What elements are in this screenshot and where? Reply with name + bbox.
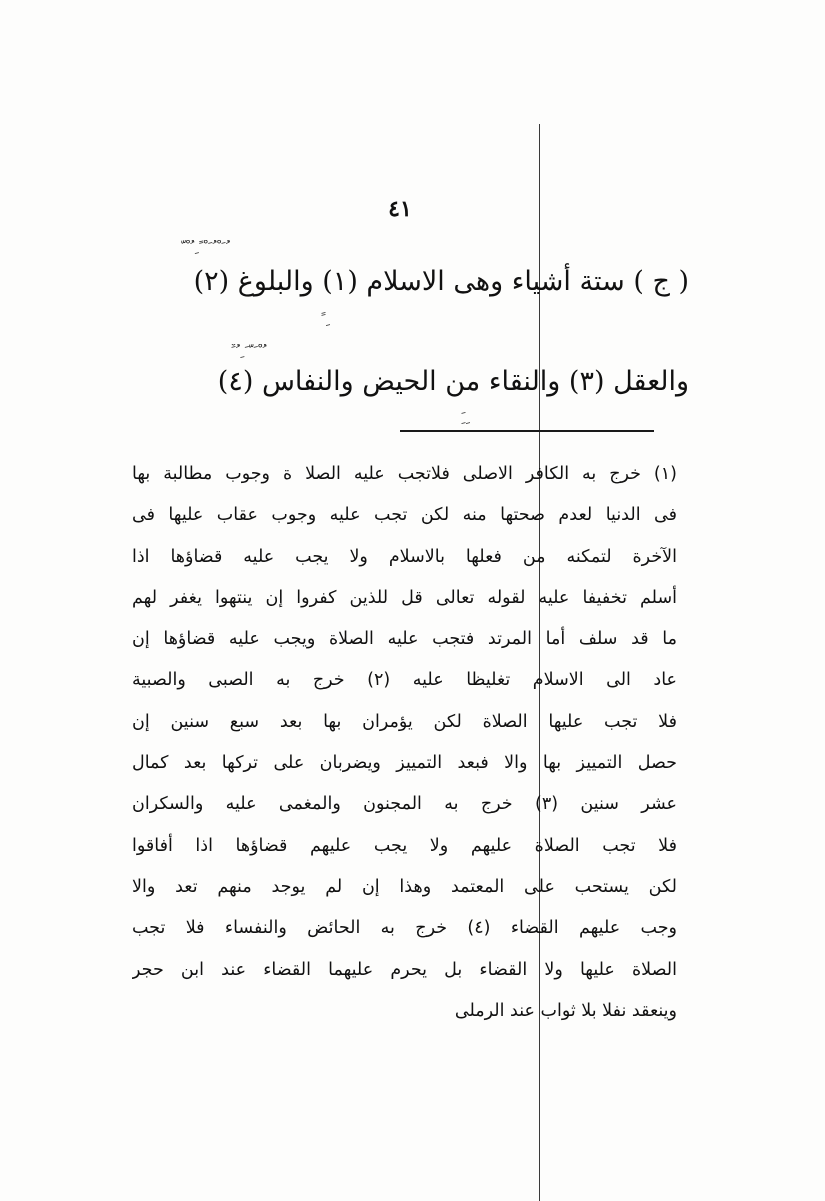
diacritics-row: ّ َ ْ ُ ِ ً ْ َ ُ ْ َ ُ xyxy=(180,240,229,254)
footnote-separator xyxy=(400,430,654,432)
footnote-line: (١) خرج به الكافر الاصلى فلاتجب عليه الصلا ة وجوب مطالبة بها xyxy=(132,464,677,484)
diacritics-row: ِ َ ِ xyxy=(460,410,469,424)
footnote-line: فلا تجب الصلاة عليهم ولا يجب عليهم قضاؤها اذا أفاقوا xyxy=(132,835,677,856)
footnote-line: فى الدنيا لعدم صحتها منه لكن تجب عليه وجوب عقاب عليها فى xyxy=(132,505,677,526)
diacritics-row: َ ْ ُ ِ َ ّ َ ْ ُ xyxy=(230,344,266,358)
footnote-line: أسلم تخفيفا عليه لقوله تعالى قل للذين كفروا إن ينتهوا يغفر لهم xyxy=(132,587,677,608)
footnote-line: عاد الى الاسلام تغليظا عليه (٢) خرج به الصبى والصبية xyxy=(132,670,677,691)
footnote-line: لكن يستحب على المعتمد وهذا إن لم يوجد منهم تعد والا xyxy=(132,876,677,897)
footnote-line: الآخرة لتمكنه من فعلها بالاسلام ولا يجب عليه قضاؤها اذا xyxy=(132,546,677,567)
footnote-line: حصل التمييز بها والا فبعد التمييز ويضربان على تركها بعد كمال xyxy=(132,753,677,774)
footnote-line: عشر سنين (٣) خرج به المجنون والمغمى عليه والسكران xyxy=(132,794,677,815)
main-text-line-1: ( ج ) ستة أشياء وهى الاسلام (١) والبلوغ (٢) xyxy=(193,266,689,297)
footnote-line: الصلاة عليها ولا القضاء بل يحرم عليهما القضاء عند ابن حجر xyxy=(132,959,677,980)
main-text-line-2: والعقل (٣) والنقاء من الحيض والنفاس (٤) xyxy=(217,366,689,397)
footnote-line: وينعقد نفلا بلا ثواب عند الرملى xyxy=(454,1000,677,1021)
footnotes xyxy=(132,454,677,1032)
footnote-line: فلا تجب عليها الصلاة لكن يؤمران بها بعد سبع سنين إن xyxy=(132,711,677,732)
page-number: ٤١ xyxy=(388,196,412,222)
footnote-line: ما قد سلف أما المرتد فتجب عليه الصلاة ويجب عليه قضاؤها إن xyxy=(132,629,677,650)
footnote-line: وجب عليهم القضاء (٤) خرج به الحائض والنفساء فلا تجب xyxy=(132,918,677,939)
diacritics-row: َ َ ِ xyxy=(320,312,329,326)
